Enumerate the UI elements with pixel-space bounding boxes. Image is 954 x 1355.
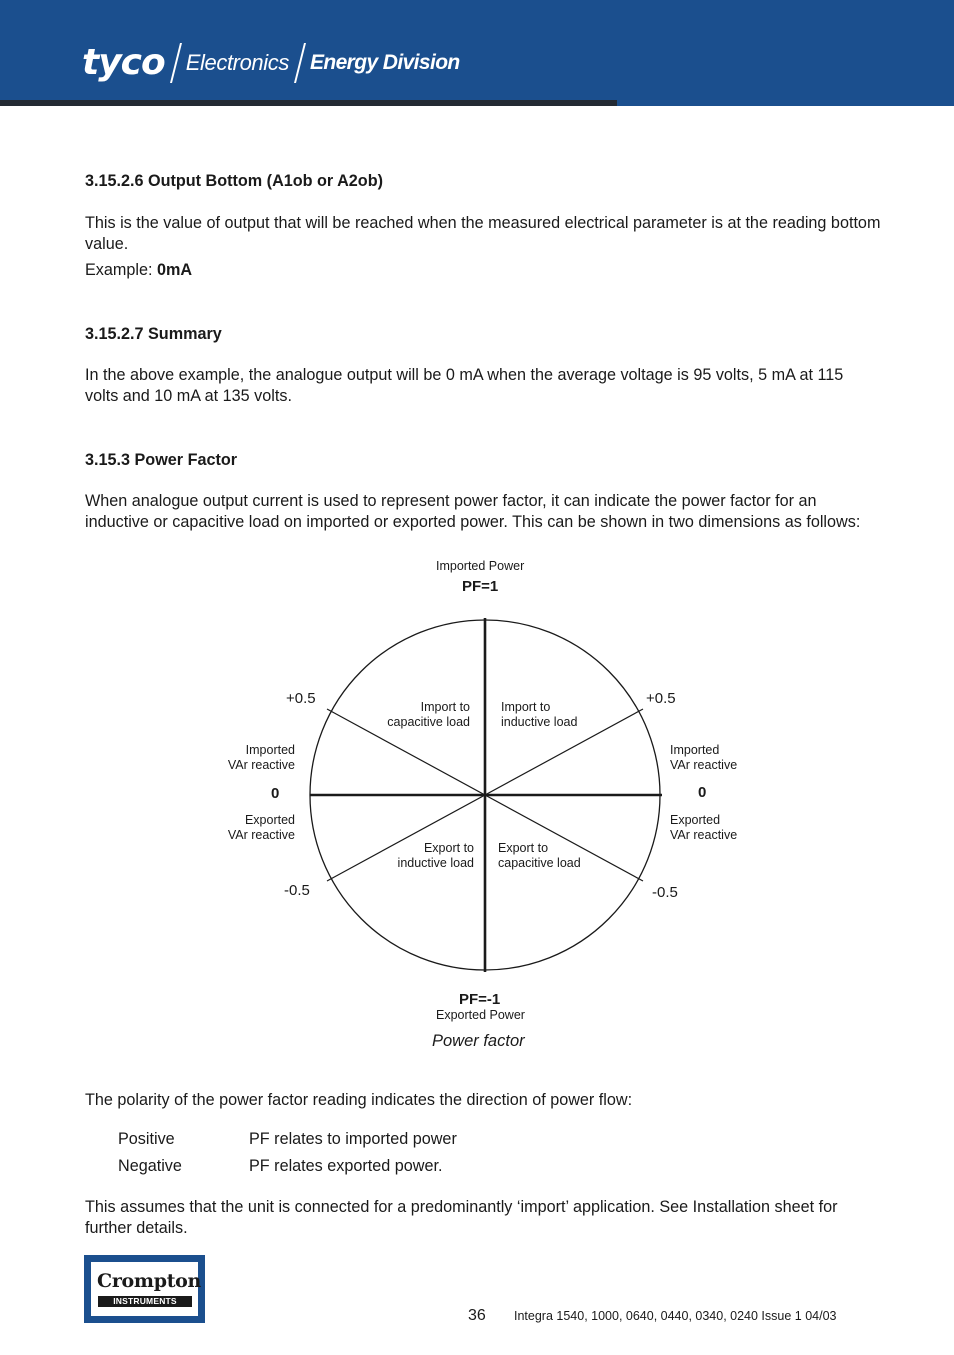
minus-half-right: -0.5	[652, 884, 678, 901]
exported-power-label: Exported Power	[436, 1008, 525, 1022]
polarity-note: This assumes that the unit is connected for a predominantly ‘import’ application. See Installation sheet for further details.	[85, 1198, 838, 1237]
logo-slash	[294, 43, 306, 83]
section-heading: 3.15.2.6 Output Bottom (A1ob or A2ob)	[85, 172, 383, 190]
document-reference: Integra 1540, 1000, 0640, 0440, 0340, 0240 Issue 1 04/03	[514, 1309, 837, 1323]
right-imported-var-label: Imported VAr reactive	[670, 743, 738, 772]
power-factor-circle	[210, 555, 770, 1055]
section-body: When analogue output current is used to represent power factor, it can indicate the power factor for an inductive or capacitive load on imported or exported power. This can be shown in two dimensions as follows:	[85, 492, 861, 531]
example-line	[85, 260, 192, 281]
crompton-logo	[84, 1255, 205, 1323]
polarity-desc-negative: PF relates exported power.	[249, 1157, 443, 1175]
logo-slash	[170, 43, 182, 83]
quadrant-import-capacitive: Import to capacitive load	[387, 700, 470, 729]
quadrant-export-capacitive: Export to capacitive load	[498, 841, 581, 870]
pf-top-label: PF=1	[462, 578, 499, 595]
header-bar	[0, 100, 617, 106]
section-heading: 3.15.2.7 Summary	[85, 325, 222, 343]
polarity-term-positive: Positive	[118, 1130, 175, 1148]
logo-brand-sub: Electronics	[185, 50, 289, 75]
crompton-logo-name: Crompton	[97, 1270, 202, 1292]
polarity-desc-positive: PF relates to imported power	[249, 1130, 457, 1148]
crompton-logo-panel	[91, 1262, 202, 1316]
section-body: This is the value of output that will be reached when the measured electrical parameter is at the reading bottom value.	[85, 214, 881, 253]
zero-left: 0	[271, 785, 280, 802]
left-exported-var-label: Exported VAr reactive	[227, 813, 295, 842]
quadrant-import-inductive: Import to inductive load	[501, 700, 578, 729]
imported-power-label: Imported Power	[436, 559, 525, 573]
zero-right: 0	[698, 784, 707, 801]
crompton-logo-sub: INSTRUMENTS	[98, 1296, 192, 1307]
right-exported-var-label: Exported VAr reactive	[670, 813, 738, 842]
logo-division: Energy Division	[309, 51, 460, 74]
left-imported-var-label: Imported VAr reactive	[227, 743, 295, 772]
page-number: 36	[468, 1307, 486, 1324]
page-header	[0, 0, 954, 106]
power-factor-diagram	[210, 555, 770, 1055]
example-label: Example:	[85, 261, 157, 279]
section-body: In the above example, the analogue output will be 0 mA when the average voltage is 95 volts, 5 mA at 115 volts and 10 mA at 135 volts.	[85, 366, 844, 405]
polarity-term-negative: Negative	[118, 1157, 182, 1175]
logo-brand: tyco	[82, 42, 165, 83]
pf-bottom-label: PF=-1	[459, 991, 501, 1008]
section-heading: 3.15.3 Power Factor	[85, 451, 238, 469]
plus-half-right: +0.5	[646, 690, 676, 707]
example-value: 0mA	[156, 261, 193, 279]
figure-caption: Power factor	[432, 1032, 525, 1050]
plus-half-left: +0.5	[286, 690, 316, 707]
minus-half-left: -0.5	[284, 882, 310, 899]
polarity-intro: The polarity of the power factor reading indicates the direction of power flow:	[85, 1091, 633, 1109]
quadrant-export-inductive: Export to inductive load	[397, 841, 474, 870]
tyco-logo	[82, 40, 460, 86]
